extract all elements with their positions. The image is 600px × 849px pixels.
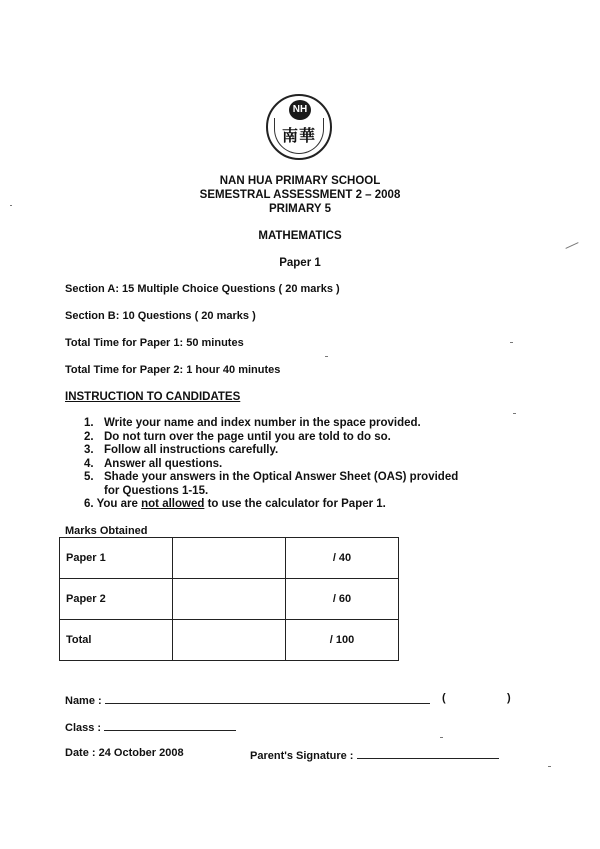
index-paren-close: ) <box>507 692 511 704</box>
instructions-list <box>84 417 544 498</box>
table-row <box>60 538 399 579</box>
index-paren-open: ( <box>442 692 446 704</box>
instruction-item: 1. Write your name and index number in the space provided. <box>84 417 421 429</box>
signature-label: Parent's Signature : <box>250 750 354 762</box>
score-cell[interactable] <box>173 620 286 661</box>
scan-speck <box>440 737 443 738</box>
instruction-item: 5. Shade your answers in the Optical Answer Sheet (OAS) provided <box>84 471 459 483</box>
instruction-item: 2. Do not turn over the page until you are told to do so. <box>84 430 391 443</box>
logo-badge: NH <box>289 100 311 120</box>
level: PRIMARY 5 <box>269 203 331 215</box>
score-cell[interactable] <box>173 538 286 579</box>
assessment-title: SEMESTRAL ASSESSMENT 2 – 2008 <box>199 189 401 201</box>
marks-title: Marks Obtained <box>65 525 148 537</box>
section-a-info: Section A: 15 Multiple Choice Questions ( 20 marks ) <box>65 283 340 295</box>
signature-row <box>250 747 499 762</box>
scan-speck <box>565 242 578 249</box>
class-field[interactable] <box>104 719 236 731</box>
total-cell: / 60 <box>286 579 399 620</box>
row-label: Paper 2 <box>60 579 173 620</box>
signature-field[interactable] <box>357 747 499 759</box>
total-cell: / 100 <box>286 620 399 661</box>
school-name: NAN HUA PRIMARY SCHOOL <box>219 175 381 187</box>
exam-date: Date : 24 October 2008 <box>65 747 184 759</box>
scan-speck <box>548 766 551 767</box>
index-number-field[interactable] <box>455 692 505 704</box>
scan-speck <box>513 413 516 414</box>
logo-chinese-name: 南華 <box>281 126 316 145</box>
table-row <box>60 579 399 620</box>
class-label: Class : <box>65 722 102 734</box>
row-label: Paper 1 <box>60 538 173 579</box>
score-cell[interactable] <box>173 579 286 620</box>
row-label: Total <box>60 620 173 661</box>
time-paper2: Total Time for Paper 2: 1 hour 40 minutes <box>65 364 281 376</box>
total-cell: / 40 <box>286 538 399 579</box>
class-row <box>65 719 236 734</box>
scan-speck <box>325 356 328 357</box>
name-row <box>65 692 430 707</box>
instruction-item: 3. Follow all instructions carefully. <box>84 444 279 456</box>
section-b-info: Section B: 10 Questions ( 20 marks ) <box>65 310 256 322</box>
instructions-title: INSTRUCTION TO CANDIDATES <box>65 391 241 403</box>
paper-title: Paper 1 <box>279 257 321 269</box>
scan-speck <box>10 205 12 206</box>
school-logo <box>266 94 332 160</box>
not-allowed-emphasis: not allowed <box>141 498 205 510</box>
scan-speck <box>510 342 513 343</box>
name-field[interactable] <box>105 692 430 704</box>
time-paper1: Total Time for Paper 1: 50 minutes <box>65 337 244 349</box>
instruction-item-6: 6. You are not allowed to use the calculator for Paper 1. <box>84 498 386 510</box>
instruction-item: for Questions 1-15. <box>104 484 209 497</box>
subject: MATHEMATICS <box>258 230 342 242</box>
instruction-item: 4. Answer all questions. <box>84 457 223 470</box>
name-label: Name : <box>65 695 102 707</box>
table-row <box>60 620 399 661</box>
marks-table <box>59 537 399 661</box>
